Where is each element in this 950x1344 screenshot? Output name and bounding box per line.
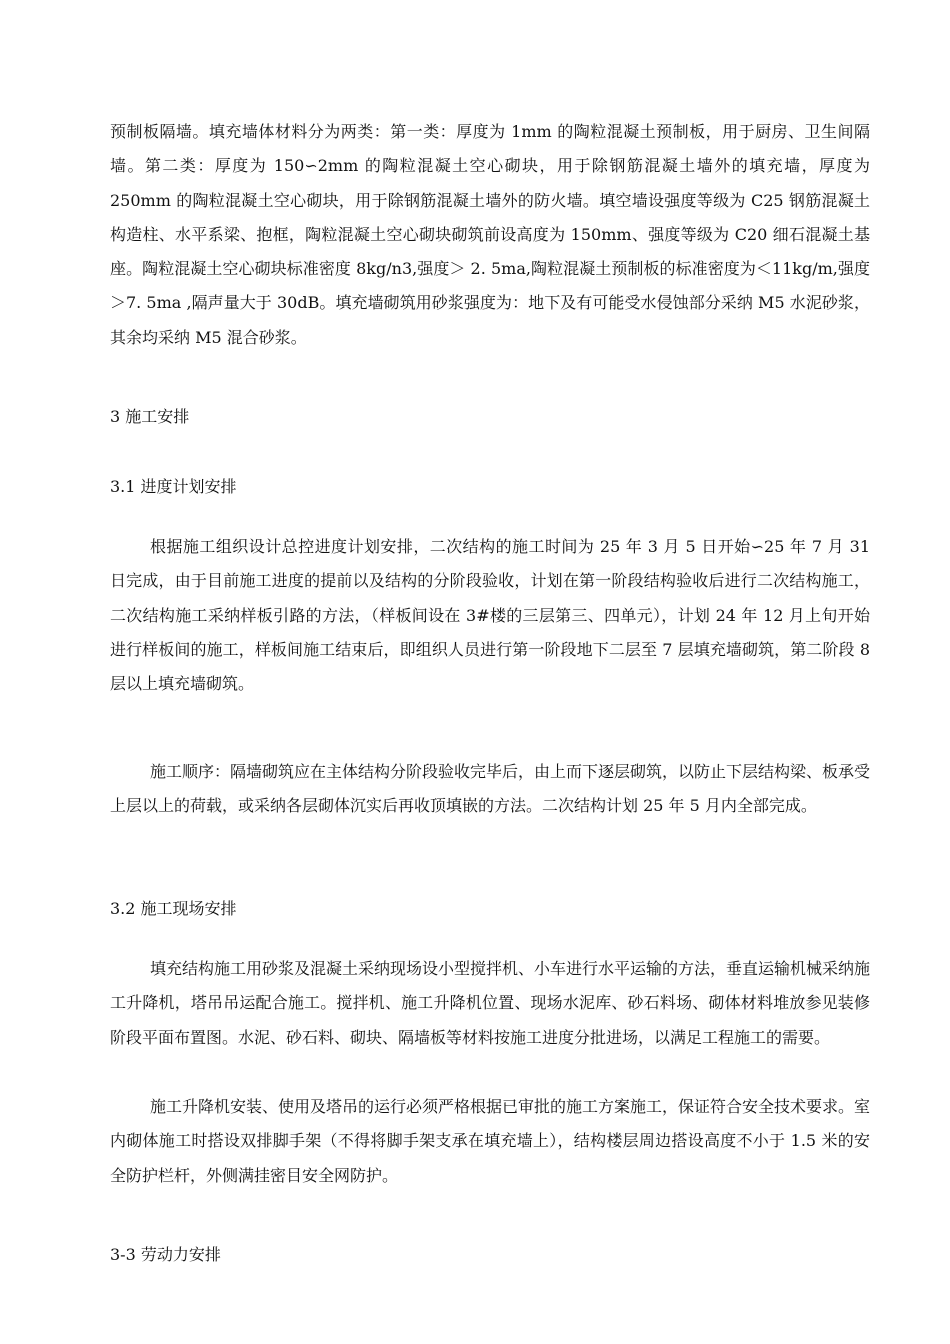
heading-labor-arrangement: 3-3 劳动力安排 xyxy=(110,1245,221,1264)
paragraph-filler-wall-materials: 预制板隔墙。填充墙体材料分为两类：第一类：厚度为 1mm 的陶粒混凝土预制板，用于厨房、卫生间隔墙。第二类：厚度为 150∽2mm 的陶粒混凝土空心砌块，用于除钢筋混凝土墙外的填充墙，厚度为 250mm 的陶粒混凝土空心砌块，用于除钢筋混凝土墙外的防火墙。填空墙设强度等级为 C25 钢筋混凝土构造柱、水平系梁、抱框，陶粒混凝土空心砌块砌筑前设高度为 150mm、强度等级为 C20 细石混凝土基座。陶粒混凝土空心砌块标准密度 8kg/n3,强度＞ 2. 5ma,陶粒混凝土预制板的标准密度为＜11kg/m,强度＞7. 5ma ,隔声量大于 30dB。填充墙砌筑用砂浆强度为：地下及有可能受水侵蚀部分采纳 M5 水泥砂浆，其余均采纳 M5 混合砂浆。 xyxy=(110,122,870,347)
heading-construction-arrangement: 3 施工安排 xyxy=(110,407,190,426)
paragraph-schedule: 根据施工组织设计总控进度计划安排，二次结构的施工时间为 25 年 3 月 5 日开始∽25 年 7 月 31 日完成，由于目前施工进度的提前以及结构的分阶段验收，计划在第一阶段结构验收后进行二次结构施工，二次结构施工采纳样板引路的方法，（样板间设在 3#楼的三层第三、四单元），计划 24 年 12 月上旬开始进行样板间的施工，样板间施工结束后，即组织人员进行第一阶段地下二层至 7 层填充墙砌筑，第二阶段 8 层以上填充墙砌筑。 xyxy=(110,537,870,694)
heading-schedule-plan: 3.1 进度计划安排 xyxy=(110,477,237,496)
paragraph-site-transport: 填充结构施工用砂浆及混凝土采纳现场设小型搅拌机、小车进行水平运输的方法，垂直运输机械采纳施工升降机，塔吊吊运配合施工。搅拌机、施工升降机位置、现场水泥库、砂石料场、砌体材料堆放参见装修阶段平面布置图。水泥、砂石料、砌块、隔墙板等材料按施工进度分批进场，以满足工程施工的需要。 xyxy=(110,959,871,1047)
paragraph-safety-requirements: 施工升降机安装、使用及塔吊的运行必须严格根据已审批的施工方案施工，保证符合安全技术要求。室内砌体施工时搭设双排脚手架（不得将脚手架支承在填充墙上），结构楼层周边搭设高度不小于 1.5 米的安全防护栏杆，外侧满挂密目安全网防护。 xyxy=(110,1097,871,1185)
heading-site-arrangement: 3.2 施工现场安排 xyxy=(110,899,237,918)
paragraph-construction-sequence: 施工顺序：隔墙砌筑应在主体结构分阶段验收完毕后，由上而下逐层砌筑，以防止下层结构梁、板承受上层以上的荷载，或采纳各层砌体沉实后再收顶填嵌的方法。二次结构计划 25 年 5 月内全部完成。 xyxy=(110,762,871,816)
